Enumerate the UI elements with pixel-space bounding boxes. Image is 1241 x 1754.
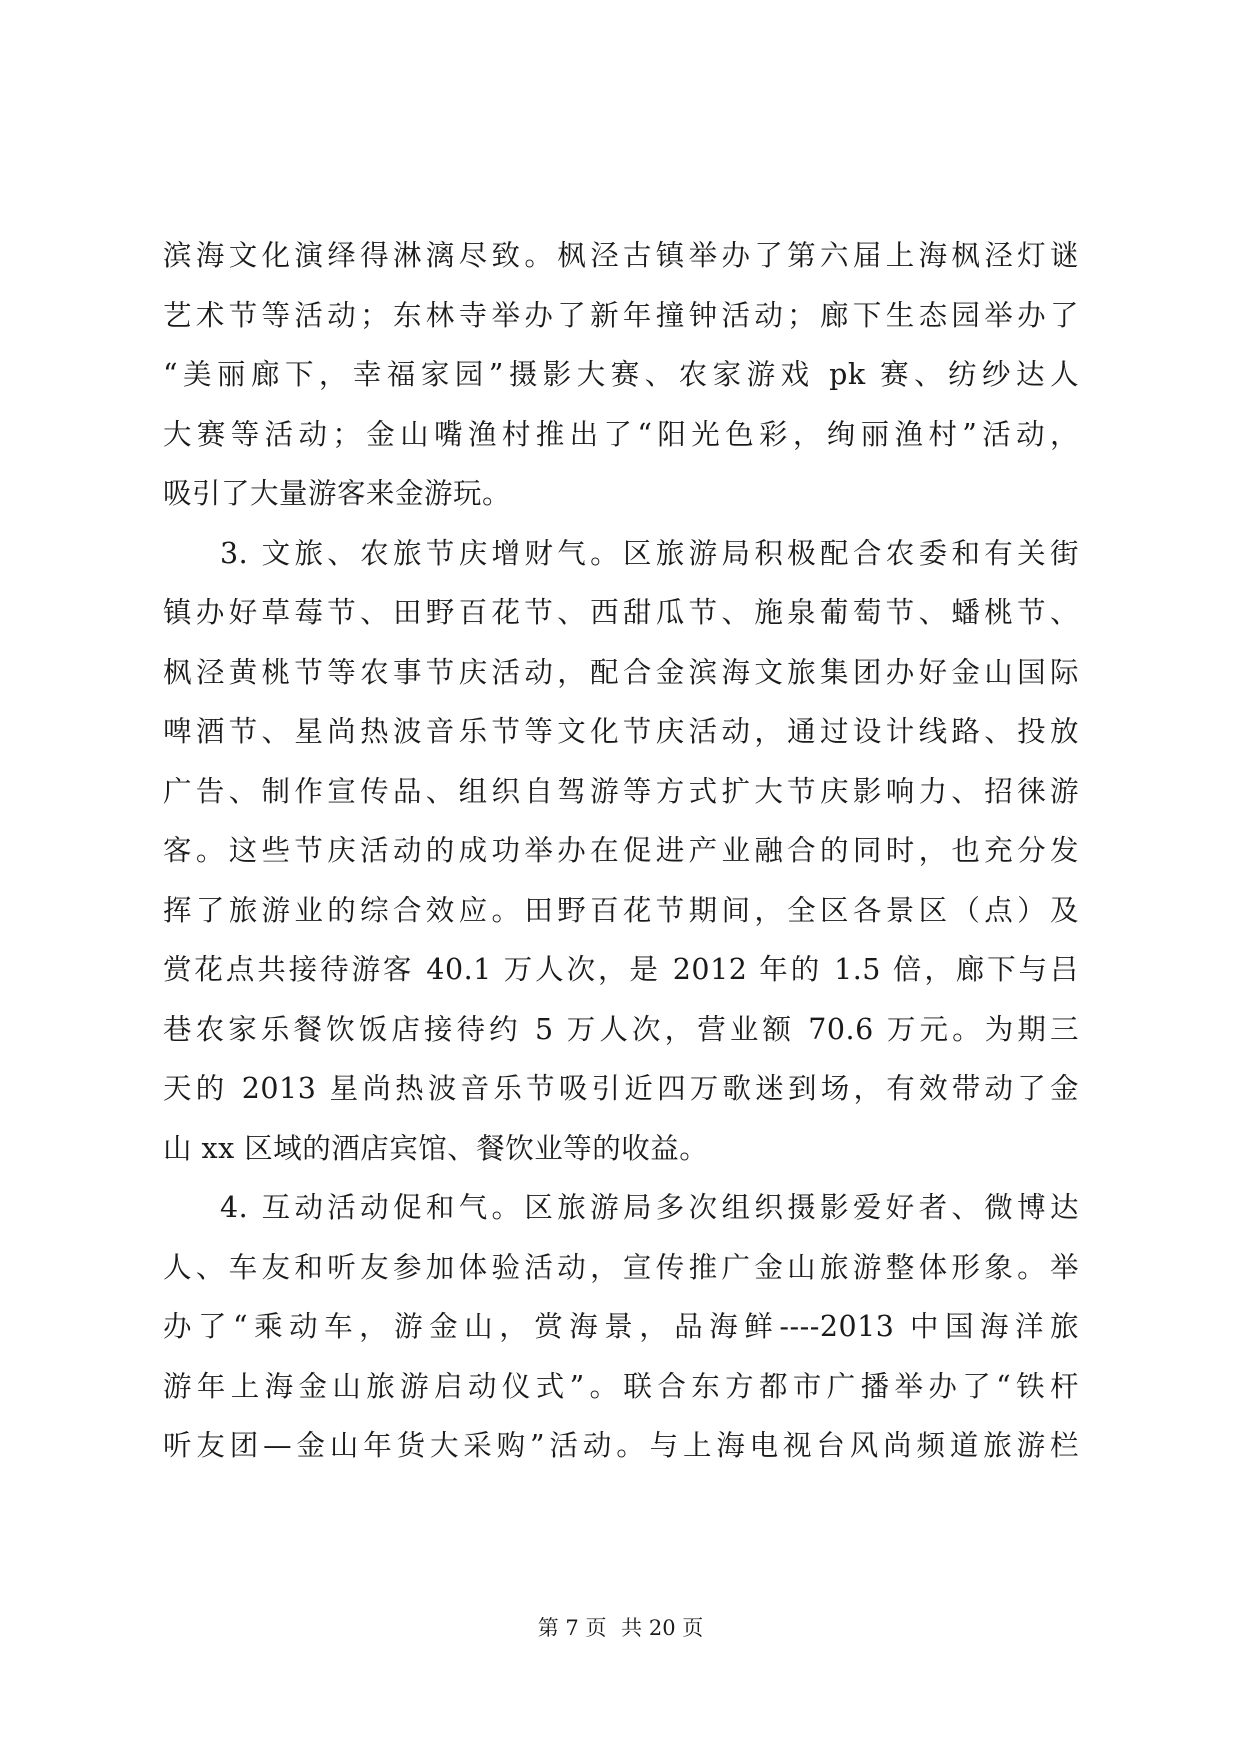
text-line: 3. 文旅、农旅节庆增财气。区旅游局积极配合农委和有关街	[220, 536, 1079, 570]
text-line: 枫泾黄桃节等农事节庆活动，配合金滨海文旅集团办好金山国际	[163, 655, 1079, 689]
text-line: 艺术节等活动；东林寺举办了新年撞钟活动；廊下生态园举办了	[163, 298, 1079, 332]
page-total: 共 20 页	[621, 1616, 704, 1640]
text-line: 挥了旅游业的综合效应。田野百花节期间，全区各景区（点）及	[163, 893, 1079, 927]
text-line: 4. 互动活动促和气。区旅游局多次组织摄影爱好者、微博达	[220, 1191, 1079, 1224]
text-line: 听友团—金山年货大采购”活动。与上海电视台风尚频道旅游栏	[163, 1429, 1079, 1462]
body-text	[163, 226, 1079, 1476]
text-line: 天的 2013 星尚热波音乐节吸引近四万歌迷到场，有效带动了金	[163, 1072, 1079, 1105]
text-line: 啤酒节、星尚热波音乐节等文化节庆活动，通过设计线路、投放	[163, 715, 1079, 748]
text-line: 吸引了大量游客来金游玩。	[163, 477, 512, 510]
text-line: 滨海文化演绎得淋漓尽致。枫泾古镇举办了第六届上海枫泾灯谜	[163, 239, 1079, 272]
text-line: 游年上海金山旅游启动仪式”。联合东方都市广播举办了“铁杆	[163, 1369, 1079, 1403]
text-line: 赏花点共接待游客 40.1 万人次，是 2012 年的 1.5 倍，廊下与吕	[163, 953, 1079, 986]
text-line: 人、车友和听友参加体验活动，宣传推广金山旅游整体形象。举	[163, 1250, 1079, 1284]
page-footer	[0, 1613, 1241, 1643]
text-line: 山 xx 区域的酒店宾馆、餐饮业等的收益。	[163, 1131, 709, 1165]
text-line: 办了“乘动车，游金山，赏海景，品海鲜----2013 中国海洋旅	[163, 1310, 1079, 1343]
text-line: 大赛等活动；金山嘴渔村推出了“阳光色彩，绚丽渔村”活动，	[163, 417, 1079, 451]
text-line: 巷农家乐餐饮饭店接待约 5 万人次，营业额 70.6 万元。为期三	[163, 1012, 1079, 1046]
text-line: 客。这些节庆活动的成功举办在促进产业融合的同时，也充分发	[163, 834, 1079, 867]
page-number: 第 7 页	[537, 1616, 607, 1640]
text-line: “美丽廊下，幸福家园”摄影大赛、农家游戏 pk 赛、纺纱达人	[163, 358, 1079, 391]
text-line: 镇办好草莓节、田野百花节、西甜瓜节、施泉葡萄节、蟠桃节、	[163, 596, 1079, 629]
text-line: 广告、制作宣传品、组织自驾游等方式扩大节庆影响力、招徕游	[163, 774, 1079, 808]
